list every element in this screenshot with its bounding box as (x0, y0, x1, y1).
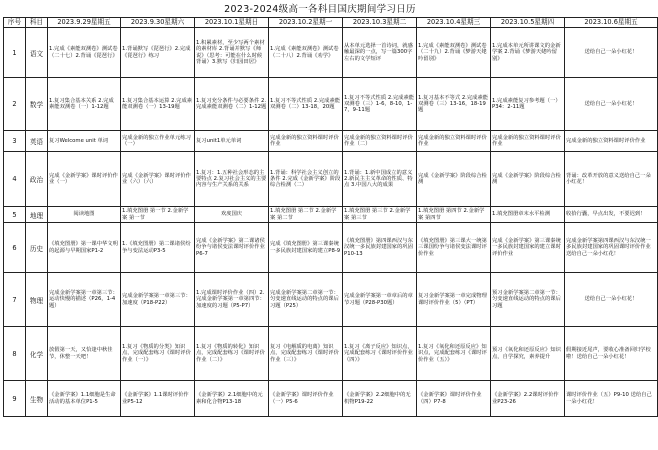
task-cell: 课时评价作业（五）P9-10 送给自己一朵小红花！ (565, 381, 658, 417)
task-cell: 完成金新的独立作业单元练习（一） (121, 131, 195, 152)
table-row (4, 273, 658, 327)
task-cell: 完成金新的独立资料课时评价作业 (565, 131, 658, 152)
task-cell: 完成《金新学案》阶段综合检测 (491, 152, 565, 207)
task-cell: 完成《金新学案》课时评价作业（六）（六） (121, 152, 195, 207)
task-cell: 《金新学案》1.1细胞是生命活动的基本单位P1-5 (48, 381, 121, 417)
table-row (4, 381, 658, 417)
header-cell: 科目 (26, 18, 48, 28)
table-row (4, 223, 658, 273)
row-number: 7 (4, 273, 26, 327)
task-cell: 1.复习不等式性质 2.完成素能双测卷（三）1-6，8-10，1-7，9-11题 (343, 78, 417, 131)
task-cell: 完成金新学案第一章章后的章节习题（P28-P30题） (343, 273, 417, 327)
row-number: 6 (4, 223, 26, 273)
task-cell: 1.复习《氧化和还原反应》知识点，完成配套练习《课时评价作业（五）》 (417, 327, 491, 381)
task-cell: 阅读地图 (48, 207, 121, 223)
table-row (4, 207, 658, 223)
task-cell: 完成金新的独立资料课时评价作业 (417, 131, 491, 152)
task-cell: 完成金新的独立资料课时评价作业 (269, 131, 343, 152)
row-number: 5 (4, 207, 26, 223)
task-cell: 《金新学案》2.1细胞中的元素和化合物P13-18 (195, 381, 269, 417)
header-cell: 2023.10.2星期一 (269, 18, 343, 28)
header-cell: 2023.9.30星期六 (121, 18, 195, 28)
task-cell: 1.复习集合基本关系 2.完成素能双测卷（一）1-12题 (48, 78, 121, 131)
task-cell: 完成金新的独立资料课时评价作业 (491, 131, 565, 152)
task-cell: 1.复习充分条件与必要条件 2.完成素能双测卷（二）1-12题 (195, 78, 269, 131)
table-row (4, 131, 658, 152)
task-cell: 1.复习基本不等式 2.完成素能双测卷（三）13-16，18-19题 (417, 78, 491, 131)
task-cell: 预习《氧化和还原反应》知识点，自学探究，素养提升 (491, 327, 565, 381)
task-cell: 送给自己一朵小红花！ (565, 28, 658, 78)
task-cell: 背诵：改革开放的意义送给自己一朵小红花！ (565, 152, 658, 207)
task-cell: 送给自己一朵小红花！ (565, 273, 658, 327)
header-row (4, 18, 658, 28)
task-cell: 1.完成《素能双测卷》测试卷（二十八）2.背诵《劝学》 (269, 28, 343, 78)
task-cell: 1.复习集合基本运算 2.完成素能双测卷（一）13-19题 (121, 78, 195, 131)
task-cell: 1.完成素能复习参考题（一）P34：2-11题 (491, 78, 565, 131)
task-cell: 从本单元选择一首诗词，就感触最深的一点，写一篇300字左右的文学短评 (343, 28, 417, 78)
task-cell: 1.完成课时评价作业（四）2.完成金新学案第一章第四节：加速度的习题（P5-P7） (195, 273, 269, 327)
task-cell: 1.复习《物质的转化》知识点，完成配套练习《课时评价作业（二）》 (195, 327, 269, 381)
header-cell: 2023.10.6星期五 (565, 18, 658, 28)
row-number: 2 (4, 78, 26, 131)
header-cell: 2023.10.4星期三 (417, 18, 491, 28)
subject-label: 数学 (26, 78, 48, 131)
task-cell: 完成《金新学案》第三课秦统一多民族封建国家的建立课时评价作业 (491, 223, 565, 273)
task-cell: 完成金新的独立资料课时评价作业（二） (343, 131, 417, 152)
task-cell: 完成金新学案第一章第三节：运动快慢的描述（P26，1-4题） (48, 273, 121, 327)
task-cell: 1.完成《素能双测卷》测试卷（二十九）2.背诵《梦游天姥吟留别》 (417, 28, 491, 78)
row-number: 8 (4, 327, 26, 381)
task-cell: 放假第一天，又恰逢中秋佳节，休整一天吧！ (48, 327, 121, 381)
task-cell: 完成金新学案第二章第一节：匀变速直线运动的特点的课后习题（P25） (269, 273, 343, 327)
table-row (4, 152, 658, 207)
task-cell: 1.背诵：科学社会主义创立的条件 2.完成《金新学案》阶段综合检测（二） (269, 152, 343, 207)
task-cell: 1.复习《离子反应》知识点，完成配套练习《课时评价作业（四）》 (343, 327, 417, 381)
task-cell: 《金新学案》2.2细胞中的无机物P19-22 (343, 381, 417, 417)
task-cell: 1.复习《物质的分类》知识点，完成配套练习《课时评价作业（一）》 (121, 327, 195, 381)
row-number: 9 (4, 381, 26, 417)
task-cell: 《金新学案》1.1课时评价作业P5-12 (121, 381, 195, 417)
task-cell: 1.填充图册 第一节 2.金新学案 第一节 (121, 207, 195, 223)
task-cell: 1.完成《素能双测卷》测试卷（二十七）2.背诵《琵琶行》 (48, 28, 121, 78)
task-cell: 收拾行囊，早点出发，不要迟到！ (565, 207, 658, 223)
header-cell: 序号 (4, 18, 26, 28)
task-cell: 1.填充图册章末水平检测 (491, 207, 565, 223)
subject-label: 地理 (26, 207, 48, 223)
header-cell: 2023.10.5星期四 (491, 18, 565, 28)
page-title: 2023-2024级高一各科目国庆期间学习日历 (224, 4, 416, 15)
task-cell: 完成《金新学案》阶段综合检测 (417, 152, 491, 207)
task-cell: 《金新学案》课时评价作业（一）P5-6 (269, 381, 343, 417)
task-cell: 1.复习：1.五种社会形态的主要特点 2.复习社会主义的主要内容与生产关系的关系 (195, 152, 269, 207)
task-cell: 复习unit1单元单词 (195, 131, 269, 152)
task-cell: 《金新学案》2.2课时评价作业P23-26 (491, 381, 565, 417)
task-cell: 1.积累素材，至少写两个素材的素材库 2.背诵并默写《师说》（思考：可能在什么时候背诵）3.默写《归园田居》 (195, 28, 269, 78)
task-cell: 假期接近尾声，要收心准备回归学校啦！送给自己一朵小红花！ (565, 327, 658, 381)
task-cell: 1.填充图册 第二节 2.金新学案 第二节 (269, 207, 343, 223)
row-number: 3 (4, 131, 26, 152)
task-cell: 1.填充图册 第四节 2.金新学案 第四节 (417, 207, 491, 223)
task-cell: 预习金新学案第二章第一节：匀变速直线运动的特点的课后习题 (491, 273, 565, 327)
task-cell: 《填充图册》第三课大一统第三课国纷争与诸侯变法课时评价作业 (417, 223, 491, 273)
table-row (4, 327, 658, 381)
subject-label: 化学 (26, 327, 48, 381)
task-cell: 《填充图册》第一课中华文明的起源与早期国家P1-2 (48, 223, 121, 273)
table-row (4, 28, 658, 78)
header-cell: 2023.10.3星期二 (343, 18, 417, 28)
subject-label: 英语 (26, 131, 48, 152)
subject-label: 物理 (26, 273, 48, 327)
task-cell: 1.完成本单元所讲课文的金新学案 2.背诵《梦游天姥吟留别》 (491, 28, 565, 78)
task-cell: 1.复习不等式性质 2.完成素能双测卷（二）13-18，20题 (269, 78, 343, 131)
subject-label: 历史 (26, 223, 48, 273)
subject-label: 生物 (26, 381, 48, 417)
task-cell: 完成《金新学案》课时评价作业（一） (48, 152, 121, 207)
row-number: 4 (4, 152, 26, 207)
task-cell: 复习Welcome unit 单词 (48, 131, 121, 152)
task-cell: 送给自己一朵小红花！ (565, 78, 658, 131)
task-cell: 欢度国庆 (195, 207, 269, 223)
task-cell: 1.背诵默写《琵琶行》2.完成《琵琶行》练习 (121, 28, 195, 78)
table-row (4, 78, 658, 131)
subject-label: 政治 (26, 152, 48, 207)
header-cell: 2023.10.1星期日 (195, 18, 269, 28)
study-calendar-table (3, 17, 658, 417)
subject-label: 语文 (26, 28, 48, 78)
task-cell: 完成《金新学案》第二课诸侯纷争与诸侯变法课时评价作业P6-7 (195, 223, 269, 273)
task-cell: 完成金新学案第四课西汉与东汉统一多民族封建国家的巩固课时评价作业送给自己一朵小红花！ (565, 223, 658, 273)
task-cell: 1.《填充图册》第二课诸侯纷争与变法运动P3-5 (121, 223, 195, 273)
task-cell: 1.填充图册 第三节 2.金新学案 第三节 (343, 207, 417, 223)
header-cell: 2023.9.29星期五 (48, 18, 121, 28)
task-cell: 《金新学案》课时评价作业（四）P7-8 (417, 381, 491, 417)
task-cell: 复习金新学案第一章完成物理课时评价作业（5）（PT） (417, 273, 491, 327)
task-cell: 复习《电解质的电离》知识点，完成配套练习《课时评价作业（三）》 (269, 327, 343, 381)
task-cell: 《填充图册》第四课西汉与东汉统一多民族封建国家的巩固P10-13 (343, 223, 417, 273)
task-cell: 1.背诵：1.新中国成立的意义 2.新民主主义革命的性质、特点 3.中国八大的成果 (343, 152, 417, 207)
task-cell: 完成金新学案第一章第三节：加速度（P18-P22） (121, 273, 195, 327)
row-number: 1 (4, 28, 26, 78)
task-cell: 完成《填充图册》第三课秦统一多民族封建国家的建立P8-9 (269, 223, 343, 273)
